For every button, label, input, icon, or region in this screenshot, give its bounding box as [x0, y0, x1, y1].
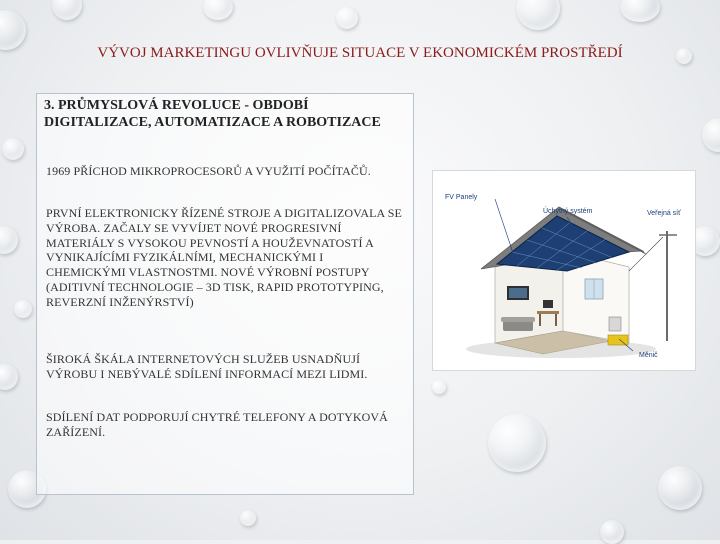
- water-drop: [2, 138, 24, 160]
- paragraph-digitalization: PRVNÍ ELEKTRONICKY ŘÍZENÉ STROJE A DIGITALIZOVALA SE VÝROBA. ZAČALY SE VYVÍJET NOVÉ PROGRESIVNÍ MATERIÁLY S VYSOKOU PEVNOSTÍ A HOUŽEVNATOSTÍ A VYNIKAJÍCÍMI FYZIKÁLNÍMI, MECHANICKÝMI I CHEMICKÝMI VLASTNOSTMI. NOVÉ VÝROBNÍ POSTUPY (ADITIVNÍ TECHNOLOGIE – 3D TISK, RAPID PROTOTYPING, REVERZNÍ INŽENÝRSTVÍ): [46, 206, 402, 309]
- label-public-grid: Veřejná síť: [647, 210, 681, 217]
- solar-house-illustration: [432, 170, 696, 371]
- water-drop: [240, 510, 256, 526]
- water-drop: [14, 300, 32, 318]
- water-drop: [600, 520, 624, 544]
- water-drop: [658, 466, 702, 510]
- paragraph-data-sharing: SDÍLENÍ DAT PODPORUJÍ CHYTRÉ TELEFONY A DOTYKOVÁ ZAŘÍZENÍ.: [46, 410, 388, 439]
- water-drop: [336, 7, 358, 29]
- paragraph-internet-services: ŠIROKÁ ŠKÁLA INTERNETOVÝCH SLUŽEB USNADŇUJÍ VÝROBU I NEBÝVALÉ SDÍLENÍ INFORMACÍ MEZI LIDMI.: [46, 352, 368, 381]
- section-heading: 3. PRŮMYSLOVÁ REVOLUCE - OBDOBÍ DIGITALIZACE, AUTOMATIZACE A ROBOTIZACE: [44, 98, 381, 130]
- water-drop: [432, 380, 446, 394]
- slide-title: VÝVOJ MARKETINGU OVLIVŇUJE SITUACE V EKONOMICKÉM PROSTŘEDÍ: [97, 45, 623, 61]
- water-drop: [488, 414, 546, 472]
- label-mounting-system: Úchytný systém: [543, 208, 593, 215]
- paragraph-microprocessors: 1969 PŘÍCHOD MIKROPROCESORŮ A VYUŽITÍ POČÍTAČŮ.: [46, 164, 371, 178]
- label-inverter: Měnič: [639, 352, 658, 359]
- label-fv-panels: FV Panely: [445, 194, 478, 201]
